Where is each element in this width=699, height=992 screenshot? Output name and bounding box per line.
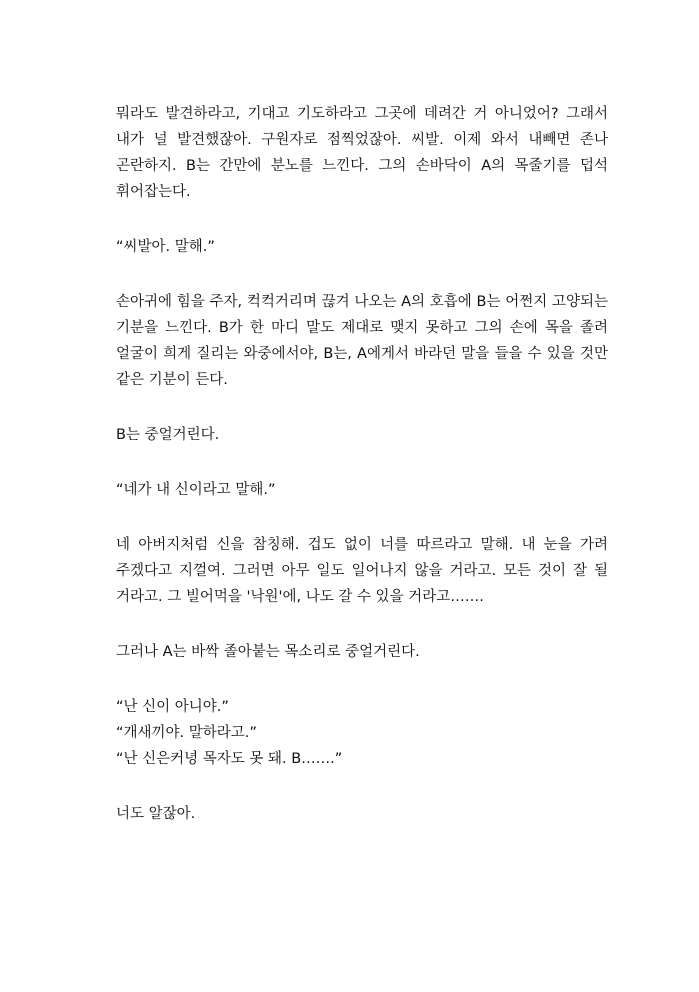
dialogue-line-3: “난 신은커녕 목자도 못 돼. B…….” xyxy=(116,751,343,767)
paragraph-7: 그러나 A는 바싹 졸아붙는 목소리로 중얼거린다. xyxy=(116,644,420,660)
paragraph-3: 손아귀에 힘을 주자, 컥컥거리며 끊겨 나오는 A의 호흡에 B는 어쩐지 고양되는 기분을 느낀다. B가 한 마디 말도 제대로 맺지 못하고 그의 손에 목을 졸려 얼굴이 희게 질리는 와중에서야, B는, A에게서 바라던 말을 들을 수 있을 것만 같은 기분이 든다. xyxy=(116,294,608,388)
paragraph-2: “씨발아. 말해.” xyxy=(116,239,215,255)
dialogue-line-1: “난 신이 아니야.” xyxy=(116,699,229,715)
paragraph-4: B는 중얼거린다. xyxy=(116,427,220,443)
dialogue-line-2: “개새끼야. 말하라고.” xyxy=(116,725,257,741)
closing-line: 너도 알잖아. xyxy=(116,806,196,822)
paragraph-5: “네가 내 신이라고 말해.” xyxy=(116,482,276,498)
document-page xyxy=(116,101,608,856)
paragraph-1: 뭐라도 발견하라고, 기대고 기도하라고 그곳에 데려간 거 아니었어? 그래서 내가 널 발견했잖아. 구원자로 점찍었잖아. 씨발. 이제 와서 내빼면 존나 곤란하지. B는 간만에 분노를 느낀다. 그의 손바닥이 A의 목줄기를 덥석 휘어잡는다. xyxy=(116,106,608,200)
paragraph-6: 네 아버지처럼 신을 참칭해. 겁도 없이 너를 따르라고 말해. 내 눈을 가려 주겠다고 지껄여. 그러면 아무 일도 일어나지 않을 거라고. 모든 것이 잘 될 거라고. 그 빌어먹을 '낙원'에, 나도 갈 수 있을 거라고……. xyxy=(116,537,608,605)
dialogue-block xyxy=(116,694,608,772)
